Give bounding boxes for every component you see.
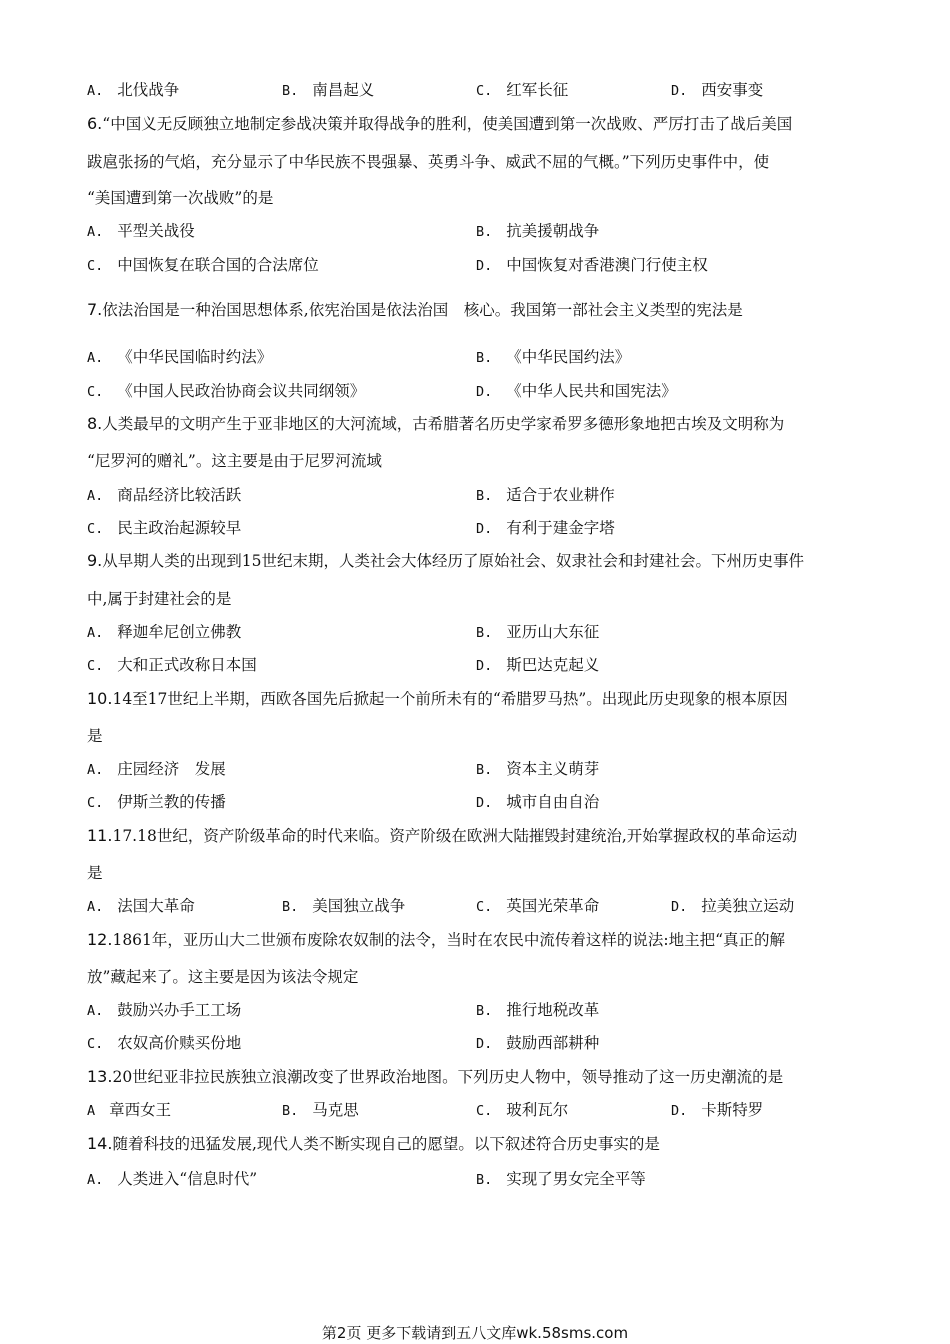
q12-option-d — [476, 1031, 599, 1055]
option-text: 英国光荣革命 — [506, 897, 600, 915]
q11-option-a — [87, 894, 195, 918]
question-text: 14至17世纪上半期，西欧各国先后掀起一个前所未有的“希腊罗马热”。出现此历史现象的根本原因 — [112, 690, 788, 708]
option-letter: D. — [476, 658, 493, 674]
option-text: 庄园经济 发展 — [117, 760, 226, 778]
q9-option-d — [476, 653, 599, 677]
option-text: 斯巴达克起义 — [506, 656, 600, 674]
option-text: 红军长征 — [506, 81, 569, 99]
q7-stem-line-1 — [87, 298, 877, 322]
option-letter: C. — [87, 258, 104, 274]
option-letter: A. — [87, 899, 104, 915]
q11-option-d — [671, 894, 794, 918]
option-letter: A. — [87, 1172, 104, 1188]
q8-option-a — [87, 483, 241, 507]
q6-stem-line-2: 跋扈张扬的气焰，充分显示了中华民族不畏强暴、英勇斗争、威武不屈的气概。”下列历史事件中，使 — [87, 153, 770, 171]
q10-option-c — [87, 790, 226, 814]
q9-stem-line-1 — [87, 549, 877, 573]
option-letter: A. — [87, 762, 104, 778]
q9-option-c — [87, 653, 257, 677]
q11-stem-line-1 — [87, 824, 877, 848]
option-letter: D. — [476, 384, 493, 400]
option-text: 城市自由自治 — [506, 793, 600, 811]
option-letter: A. — [87, 83, 104, 99]
option-letter: B. — [476, 625, 493, 641]
question-number: 13. — [87, 1067, 113, 1086]
q5-option-d — [671, 78, 763, 102]
option-letter: C. — [87, 1036, 104, 1052]
q11-stem-line-2: 是 — [87, 864, 103, 882]
q12-stem-line-2: 放”藏起来了。这主要是因为该法令规定 — [87, 968, 359, 986]
option-text: 释迦牟尼创立佛教 — [117, 623, 242, 641]
q12-option-c — [87, 1031, 241, 1055]
q8-option-b — [476, 483, 615, 507]
option-text: 北伐战争 — [117, 81, 180, 99]
question-text: 随着科技的迅猛发展,现代人类不断实现自己的愿望。以下叙述符合历史事实的是 — [112, 1135, 660, 1153]
option-text: 资本主义萌芽 — [506, 760, 600, 778]
q13-stem-line-1 — [87, 1065, 877, 1089]
option-letter: B. — [476, 762, 493, 778]
option-letter: A. — [87, 625, 104, 641]
q7-option-b — [476, 345, 630, 369]
option-letter: C. — [476, 899, 493, 915]
q6-option-d — [476, 253, 708, 277]
option-letter: B. — [476, 1003, 493, 1019]
question-text: 1861年，亚历山大二世颁布废除农奴制的法令，当时在农民中流传着这样的说法:地主把“真正的解 — [112, 931, 786, 949]
option-letter: A. — [87, 488, 104, 504]
question-number: 7. — [87, 300, 103, 319]
q12-option-a — [87, 998, 241, 1022]
option-letter: D. — [476, 258, 493, 274]
question-text: 20世纪亚非拉民族独立浪潮改变了世界政治地图。下列历史人物中，领导推动了这一历史潮流的是 — [112, 1068, 784, 1086]
option-letter: A. — [87, 350, 104, 366]
option-letter: B. — [476, 488, 493, 504]
option-text: 卡斯特罗 — [701, 1101, 764, 1119]
option-text: 法国大革命 — [117, 897, 195, 915]
option-text: 商品经济比较活跃 — [117, 486, 242, 504]
q6-stem-line-1 — [87, 112, 877, 136]
question-number: 11. — [87, 826, 113, 845]
option-text: 拉美独立运动 — [701, 897, 795, 915]
option-letter: C. — [87, 521, 104, 537]
option-text: 马克思 — [312, 1101, 359, 1119]
q6-option-c — [87, 253, 319, 277]
option-letter: A — [87, 1103, 96, 1119]
q7-option-d — [476, 379, 677, 403]
option-text: 章西女王 — [109, 1101, 172, 1119]
question-text: 17.18世纪，资产阶级革命的时代来临。资产阶级在欧洲大陆摧毁封建统治,开始掌握政权的革命运动 — [112, 827, 798, 845]
q9-option-b — [476, 620, 599, 644]
option-letter: D. — [671, 1103, 688, 1119]
option-letter: D. — [671, 899, 688, 915]
q5-option-b — [282, 78, 374, 102]
q13-option-c — [476, 1098, 568, 1122]
q13-option-b — [282, 1098, 359, 1122]
q10-option-b — [476, 757, 599, 781]
q7-option-a — [87, 345, 272, 369]
option-text: 南昌起义 — [312, 81, 375, 99]
option-text: 《中华民国临时约法》 — [117, 348, 273, 366]
q6-stem-line-3: “美国遭到第一次战败”的是 — [87, 189, 274, 207]
q14-option-a — [87, 1167, 257, 1191]
option-text: 平型关战役 — [117, 222, 195, 240]
option-text: 中国恢复在联合国的合法席位 — [117, 256, 319, 274]
option-letter: B. — [282, 1103, 299, 1119]
question-number: 12. — [87, 930, 113, 949]
question-text: 人类最早的文明产生于亚非地区的大河流域，古希腊著名历史学家希罗多德形象地把古埃及文明称为 — [102, 415, 785, 433]
option-text: 有利于建金字塔 — [506, 519, 615, 537]
option-letter: A. — [87, 1003, 104, 1019]
option-text: 伊斯兰教的传播 — [117, 793, 226, 811]
option-letter: A. — [87, 224, 104, 240]
q10-stem-line-1 — [87, 687, 877, 711]
option-text: 《中华民国约法》 — [506, 348, 631, 366]
option-letter: D. — [476, 795, 493, 811]
q8-option-d — [476, 516, 615, 540]
option-letter: B. — [476, 350, 493, 366]
option-text: 大和正式改称日本国 — [117, 656, 257, 674]
q13-option-a — [87, 1098, 171, 1122]
option-letter: C. — [87, 658, 104, 674]
q6-option-b — [476, 219, 599, 243]
option-text: 鼓励兴办手工工场 — [117, 1001, 242, 1019]
option-text: 民主政治起源较早 — [117, 519, 242, 537]
question-number: 8. — [87, 414, 103, 433]
q13-option-d — [671, 1098, 763, 1122]
option-text: 适合于农业耕作 — [506, 486, 615, 504]
option-text: 《中国人民政治协商会议共同纲领》 — [117, 382, 366, 400]
q10-option-d — [476, 790, 599, 814]
q9-stem-line-2: 中,属于封建社会的是 — [87, 590, 232, 608]
option-letter: D. — [476, 1036, 493, 1052]
option-letter: B. — [476, 224, 493, 240]
option-letter: C. — [476, 1103, 493, 1119]
q12-stem-line-1 — [87, 928, 877, 952]
q14-stem-line-1 — [87, 1132, 877, 1156]
option-letter: D. — [476, 521, 493, 537]
question-text: 依法治国是一种治国思想体系,依宪治国是依法治国 核心。我国第一部社会主义类型的宪法是 — [102, 301, 743, 319]
option-letter: B. — [476, 1172, 493, 1188]
q12-option-b — [476, 998, 599, 1022]
question-text: 从早期人类的出现到15世纪末期，人类社会大体经历了原始社会、奴隶社会和封建社会。下州历史事件 — [102, 552, 804, 570]
q6-option-a — [87, 219, 195, 243]
question-number: 14. — [87, 1134, 113, 1153]
option-text: 抗美援朝战争 — [506, 222, 600, 240]
question-number: 9. — [87, 551, 103, 570]
q8-stem-line-1 — [87, 412, 877, 436]
option-text: 推行地税改革 — [506, 1001, 600, 1019]
q5-option-c — [476, 78, 568, 102]
option-text: 中国恢复对香港澳门行使主权 — [506, 256, 708, 274]
option-letter: C. — [476, 83, 493, 99]
option-text: 《中华人民共和国宪法》 — [506, 382, 677, 400]
option-text: 人类进入“信息时代” — [117, 1170, 258, 1188]
option-text: 鼓励西部耕种 — [506, 1034, 600, 1052]
q9-option-a — [87, 620, 241, 644]
q11-option-c — [476, 894, 599, 918]
q5-option-a — [87, 78, 179, 102]
option-letter: B. — [282, 83, 299, 99]
q8-stem-line-2: “尼罗河的赠礼”。这主要是由于尼罗河流域 — [87, 452, 382, 470]
question-number: 6. — [87, 114, 103, 133]
option-letter: D. — [671, 83, 688, 99]
q10-stem-line-2: 是 — [87, 727, 103, 745]
question-number: 10. — [87, 689, 113, 708]
page-footer: 第2页 更多下载请到五八文库wk.58sms.com — [321, 1324, 629, 1342]
q8-option-c — [87, 516, 241, 540]
option-text: 美国独立战争 — [312, 897, 406, 915]
option-letter: C. — [87, 795, 104, 811]
q14-option-b — [476, 1167, 646, 1191]
q11-option-b — [282, 894, 405, 918]
option-text: 农奴高价赎买份地 — [117, 1034, 242, 1052]
option-text: 实现了男女完全平等 — [506, 1170, 646, 1188]
question-text: “中国义无反顾独立地制定参战决策并取得战争的胜利，使美国遭到第一次战败、严厉打击了战后美国 — [102, 115, 793, 133]
q7-option-c — [87, 379, 365, 403]
option-text: 玻利瓦尔 — [506, 1101, 569, 1119]
option-letter: C. — [87, 384, 104, 400]
q10-option-a — [87, 757, 226, 781]
option-letter: B. — [282, 899, 299, 915]
option-text: 亚历山大东征 — [506, 623, 600, 641]
option-text: 西安事变 — [701, 81, 764, 99]
